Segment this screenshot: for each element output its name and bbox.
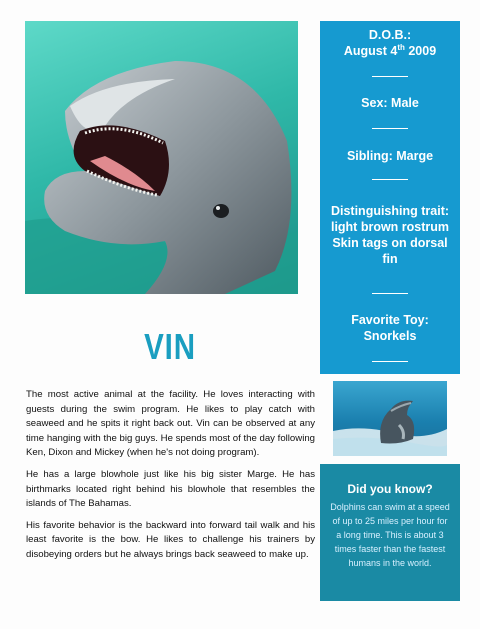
trait-line-2: Skin tags on dorsal fin [332, 236, 448, 266]
did-you-know-title: Did you know? [347, 482, 433, 496]
did-you-know-box [320, 464, 460, 601]
dob-block [326, 27, 454, 59]
description-paragraph-1: The most active animal at the facility. He loves interacting with guests during the swim program. He likes to play catch with seaweed and he spits it right back out. Vin can be observed at any time hanging with the big guys. He spends most of the day following Ken, Dixon and Mickey (when he's not doing program). [26, 389, 315, 459]
dolphin-photo [25, 21, 298, 294]
did-you-know-text: Dolphins can swim at a speed of up to 25 miles per hour for a long time. This is about 3 times faster than the fastest humans in the world. [330, 502, 450, 568]
trait-line-1: light brown rostrum [330, 220, 450, 234]
divider [372, 76, 408, 77]
dolphin-photo-small [333, 381, 447, 456]
description-paragraph-3: His favorite behavior is the backward into forward tail walk and his least favorite is the bow. He likes to challenge his trainers by disobeying orders but he always brings back seaweed to make up. [26, 519, 315, 560]
sex-field: Sex: Male [361, 96, 419, 110]
info-sidebar [320, 21, 460, 374]
toy-label: Favorite Toy: [351, 313, 429, 327]
dob-value: August 4th 2009 [343, 42, 437, 58]
divider [372, 361, 408, 362]
description [26, 388, 315, 570]
divider [372, 128, 408, 129]
divider [372, 293, 408, 294]
trait-block [326, 203, 454, 267]
description-paragraph-2: He has a large blowhole just like his big sister Marge. He has birthmarks located right behind his blowhole that resembles the islands of The Bahamas. [26, 468, 315, 510]
trait-label: Distinguishing trait: [330, 204, 450, 218]
sibling-field: Sibling: Marge [346, 149, 434, 163]
divider [372, 179, 408, 180]
page-title: VIN [144, 326, 196, 367]
dob-label: D.O.B.: [368, 28, 412, 42]
toy-value: Snorkels [363, 329, 417, 343]
toy-block [326, 312, 454, 344]
